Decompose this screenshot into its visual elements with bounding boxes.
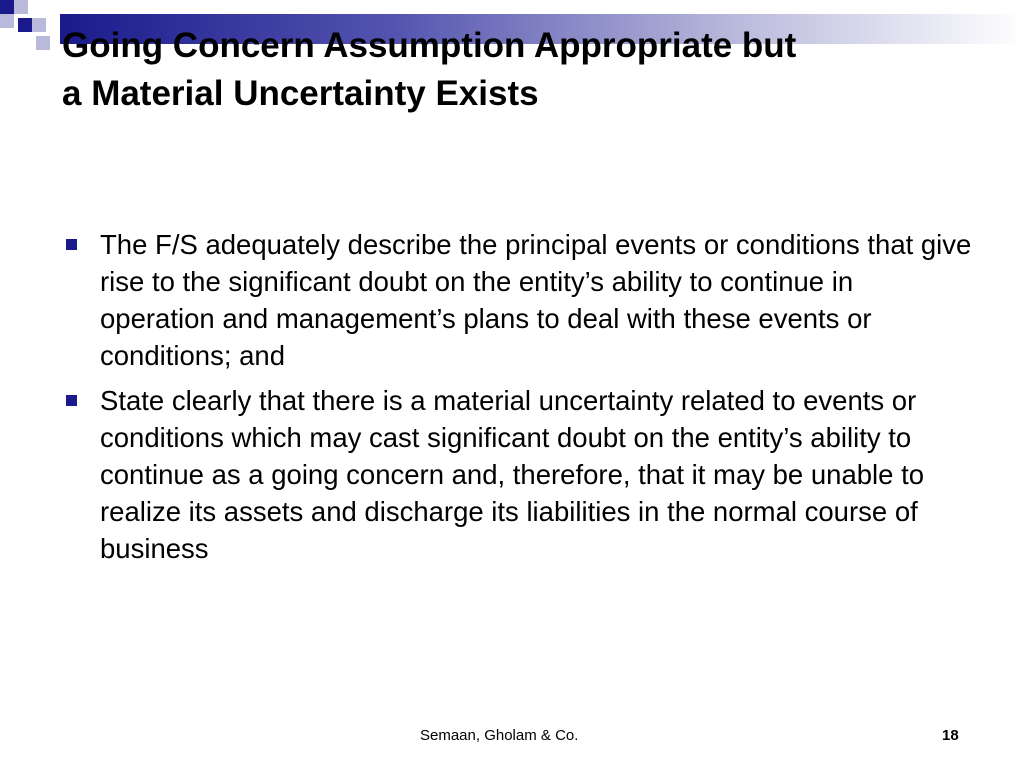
bullet-text: The F/S adequately describe the principal events or conditions that give rise to the significant doubt on the entity’s ability to continue in operation and management’s plans to deal with these events or conditions; and bbox=[100, 229, 972, 371]
footer-company: Semaan, Gholam & Co. bbox=[420, 727, 579, 744]
bullet-text: State clearly that there is a material uncertainty related to events or conditions which may cast significant doubt on the entity’s ability to continue as a going concern and, therefore, that it may be unable to realize its assets and discharge its liabilities in the normal course of business bbox=[100, 385, 925, 564]
square-bullet-icon bbox=[66, 239, 77, 250]
slide-title bbox=[62, 22, 992, 118]
title-line-2: a Material Uncertainty Exists bbox=[62, 74, 539, 113]
bullet-list bbox=[62, 226, 974, 575]
list-item bbox=[62, 226, 974, 374]
list-item bbox=[62, 382, 974, 567]
title-line-1: Going Concern Assumption Appropriate but bbox=[62, 26, 797, 65]
page-number: 18 bbox=[942, 727, 959, 744]
square-bullet-icon bbox=[66, 395, 77, 406]
